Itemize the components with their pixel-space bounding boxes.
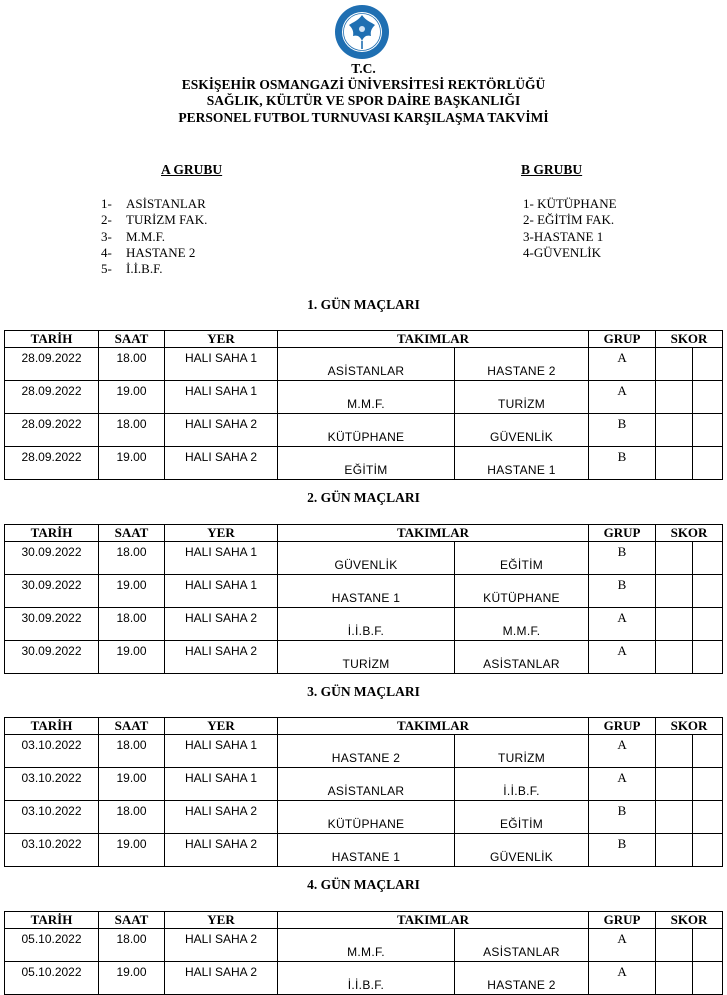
table-row <box>5 608 723 641</box>
header-tc: T.C. <box>351 61 376 76</box>
table-row <box>5 542 723 575</box>
match-time: 18.00 <box>99 608 165 641</box>
home-score <box>656 801 693 834</box>
col-time-header: SAAT <box>99 912 165 929</box>
match-group: A <box>589 929 656 962</box>
group-a-item <box>101 196 207 212</box>
away-team: HASTANE 1 <box>455 447 589 480</box>
away-score <box>693 608 723 641</box>
home-team: TURİZM <box>278 641 455 674</box>
match-date: 05.10.2022 <box>5 929 99 962</box>
match-group: B <box>589 801 656 834</box>
match-group: A <box>589 381 656 414</box>
col-date-header: TARİH <box>5 912 99 929</box>
match-time: 19.00 <box>99 575 165 608</box>
group-a-item <box>101 212 207 228</box>
match-time: 18.00 <box>99 542 165 575</box>
col-date-header: TARİH <box>5 525 99 542</box>
col-group-header: GRUP <box>589 718 656 735</box>
match-location: HALI SAHA 1 <box>165 542 278 575</box>
match-location: HALI SAHA 1 <box>165 768 278 801</box>
match-time: 19.00 <box>99 834 165 867</box>
match-time: 19.00 <box>99 641 165 674</box>
home-score <box>656 929 693 962</box>
home-team: HASTANE 2 <box>278 735 455 768</box>
match-time: 19.00 <box>99 381 165 414</box>
col-date-header: TARİH <box>5 331 99 348</box>
table-header-row <box>5 912 723 929</box>
away-score <box>693 641 723 674</box>
match-date: 30.09.2022 <box>5 575 99 608</box>
match-date: 28.09.2022 <box>5 447 99 480</box>
group-b-title: B GRUBU <box>521 162 583 177</box>
header-title: PERSONEL FUTBOL TURNUVASI KARŞILAŞMA TAKVİMİ <box>178 110 549 125</box>
match-group: A <box>589 735 656 768</box>
col-teams-header: TAKIMLAR <box>278 525 589 542</box>
home-team: ASİSTANLAR <box>278 348 455 381</box>
away-score <box>693 542 723 575</box>
home-team: ASİSTANLAR <box>278 768 455 801</box>
home-score <box>656 834 693 867</box>
away-score <box>693 801 723 834</box>
away-team: ASİSTANLAR <box>455 929 589 962</box>
match-group: A <box>589 962 656 995</box>
match-location: HALI SAHA 2 <box>165 962 278 995</box>
home-score <box>656 575 693 608</box>
away-score <box>693 447 723 480</box>
col-time-header: SAAT <box>99 718 165 735</box>
col-score-header: SKOR <box>656 331 723 348</box>
header-department: SAĞLIK, KÜLTÜR VE SPOR DAİRE BAŞKANLIĞI <box>206 93 521 108</box>
match-location: HALI SAHA 1 <box>165 381 278 414</box>
group-b-item: 1- KÜTÜPHANE <box>523 196 617 211</box>
away-score <box>693 575 723 608</box>
away-score <box>693 768 723 801</box>
col-location-header: YER <box>165 331 278 348</box>
table-header-row <box>5 331 723 348</box>
col-location-header: YER <box>165 718 278 735</box>
col-teams-header: TAKIMLAR <box>278 718 589 735</box>
match-date: 28.09.2022 <box>5 414 99 447</box>
col-group-header: GRUP <box>589 525 656 542</box>
day-title: 4. GÜN MAÇLARI <box>307 877 420 892</box>
match-date: 03.10.2022 <box>5 834 99 867</box>
home-team: İ.İ.B.F. <box>278 608 455 641</box>
away-team: GÜVENLİK <box>455 834 589 867</box>
group-a-item-number: 2- <box>101 212 112 228</box>
match-group: B <box>589 542 656 575</box>
away-team: KÜTÜPHANE <box>455 575 589 608</box>
match-time: 18.00 <box>99 414 165 447</box>
match-location: HALI SAHA 1 <box>165 735 278 768</box>
away-team: İ.İ.B.F. <box>455 768 589 801</box>
away-team: GÜVENLİK <box>455 414 589 447</box>
away-score <box>693 414 723 447</box>
col-score-header: SKOR <box>656 912 723 929</box>
group-a-title: A GRUBU <box>161 162 223 177</box>
away-team: TURİZM <box>455 381 589 414</box>
group-a-item <box>101 229 207 245</box>
table-row <box>5 414 723 447</box>
group-a-item <box>101 245 207 261</box>
group-a-item-name: M.M.F. <box>126 228 166 244</box>
table-row <box>5 768 723 801</box>
table-row <box>5 962 723 995</box>
match-date: 05.10.2022 <box>5 962 99 995</box>
away-team: ASİSTANLAR <box>455 641 589 674</box>
home-score <box>656 735 693 768</box>
match-group: A <box>589 768 656 801</box>
home-team: M.M.F. <box>278 929 455 962</box>
match-group: A <box>589 608 656 641</box>
match-date: 28.09.2022 <box>5 381 99 414</box>
table-header-row <box>5 525 723 542</box>
home-team: GÜVENLİK <box>278 542 455 575</box>
match-group: B <box>589 575 656 608</box>
group-a-item-number: 5- <box>101 261 112 277</box>
home-score <box>656 608 693 641</box>
away-team: EĞİTİM <box>455 801 589 834</box>
away-score <box>693 348 723 381</box>
col-date-header: TARİH <box>5 718 99 735</box>
match-location: HALI SAHA 2 <box>165 447 278 480</box>
away-team: EĞİTİM <box>455 542 589 575</box>
col-location-header: YER <box>165 525 278 542</box>
header-university: ESKİŞEHİR OSMANGAZİ ÜNİVERSİTESİ REKTÖRLÜĞÜ <box>181 77 546 92</box>
home-team: EĞİTİM <box>278 447 455 480</box>
match-date: 03.10.2022 <box>5 768 99 801</box>
group-b-item: 2- EĞİTİM FAK. <box>523 212 615 228</box>
home-score <box>656 348 693 381</box>
match-time: 19.00 <box>99 962 165 995</box>
match-group: B <box>589 414 656 447</box>
group-a-item-number: 3- <box>101 228 112 244</box>
table-row <box>5 641 723 674</box>
match-time: 18.00 <box>99 801 165 834</box>
day-title: 1. GÜN MAÇLARI <box>307 297 420 312</box>
match-time: 18.00 <box>99 929 165 962</box>
match-table <box>4 524 723 674</box>
match-table <box>4 717 723 867</box>
match-group: A <box>589 641 656 674</box>
home-team: İ.İ.B.F. <box>278 962 455 995</box>
home-score <box>656 542 693 575</box>
match-location: HALI SAHA 2 <box>165 929 278 962</box>
home-score <box>656 641 693 674</box>
table-row <box>5 929 723 962</box>
col-time-header: SAAT <box>99 331 165 348</box>
away-score <box>693 735 723 768</box>
col-teams-header: TAKIMLAR <box>278 912 589 929</box>
group-b-list <box>523 196 617 261</box>
match-time: 18.00 <box>99 348 165 381</box>
match-time: 18.00 <box>99 735 165 768</box>
match-location: HALI SAHA 2 <box>165 801 278 834</box>
away-team: TURİZM <box>455 735 589 768</box>
group-a-item-name: ASİSTANLAR <box>126 196 206 211</box>
table-row <box>5 834 723 867</box>
home-team: M.M.F. <box>278 381 455 414</box>
group-a-item-name: TURİZM FAK. <box>126 212 208 228</box>
match-location: HALI SAHA 1 <box>165 575 278 608</box>
col-score-header: SKOR <box>656 525 723 542</box>
table-row <box>5 348 723 381</box>
away-score <box>693 962 723 995</box>
match-location: HALI SAHA 2 <box>165 641 278 674</box>
home-score <box>656 962 693 995</box>
away-score <box>693 929 723 962</box>
match-group: B <box>589 834 656 867</box>
home-team: KÜTÜPHANE <box>278 414 455 447</box>
match-date: 30.09.2022 <box>5 608 99 641</box>
col-time-header: SAAT <box>99 525 165 542</box>
match-location: HALI SAHA 2 <box>165 414 278 447</box>
table-header-row <box>5 718 723 735</box>
match-date: 30.09.2022 <box>5 641 99 674</box>
match-time: 19.00 <box>99 768 165 801</box>
home-team: HASTANE 1 <box>278 575 455 608</box>
match-table <box>4 911 723 995</box>
col-teams-header: TAKIMLAR <box>278 331 589 348</box>
match-group: A <box>589 348 656 381</box>
group-b-item: 4-GÜVENLİK <box>523 244 601 260</box>
group-a-item-number: 1- <box>101 196 112 211</box>
col-group-header: GRUP <box>589 331 656 348</box>
home-score <box>656 381 693 414</box>
home-team: HASTANE 1 <box>278 834 455 867</box>
table-row <box>5 735 723 768</box>
group-a-item <box>101 261 207 277</box>
away-score <box>693 381 723 414</box>
match-date: 03.10.2022 <box>5 801 99 834</box>
group-a-item-name: HASTANE 2 <box>126 244 196 260</box>
col-group-header: GRUP <box>589 912 656 929</box>
away-score <box>693 834 723 867</box>
group-a-item-name: İ.İ.B.F. <box>126 261 163 277</box>
match-date: 30.09.2022 <box>5 542 99 575</box>
university-logo-icon <box>334 4 390 60</box>
match-table <box>4 330 723 480</box>
home-score <box>656 447 693 480</box>
match-location: HALI SAHA 2 <box>165 608 278 641</box>
day-title: 3. GÜN MAÇLARI <box>307 684 420 699</box>
away-team: HASTANE 2 <box>455 348 589 381</box>
match-location: HALI SAHA 2 <box>165 834 278 867</box>
home-score <box>656 768 693 801</box>
away-team: HASTANE 2 <box>455 962 589 995</box>
table-row <box>5 447 723 480</box>
home-score <box>656 414 693 447</box>
day-title: 2. GÜN MAÇLARI <box>307 490 420 505</box>
table-row <box>5 575 723 608</box>
match-location: HALI SAHA 1 <box>165 348 278 381</box>
group-b-item: 3-HASTANE 1 <box>523 228 604 244</box>
group-a-item-number: 4- <box>101 244 112 260</box>
match-time: 19.00 <box>99 447 165 480</box>
match-date: 03.10.2022 <box>5 735 99 768</box>
match-group: B <box>589 447 656 480</box>
home-team: KÜTÜPHANE <box>278 801 455 834</box>
col-score-header: SKOR <box>656 718 723 735</box>
away-team: M.M.F. <box>455 608 589 641</box>
table-row <box>5 801 723 834</box>
match-date: 28.09.2022 <box>5 348 99 381</box>
group-a-list <box>101 196 207 277</box>
table-row <box>5 381 723 414</box>
col-location-header: YER <box>165 912 278 929</box>
